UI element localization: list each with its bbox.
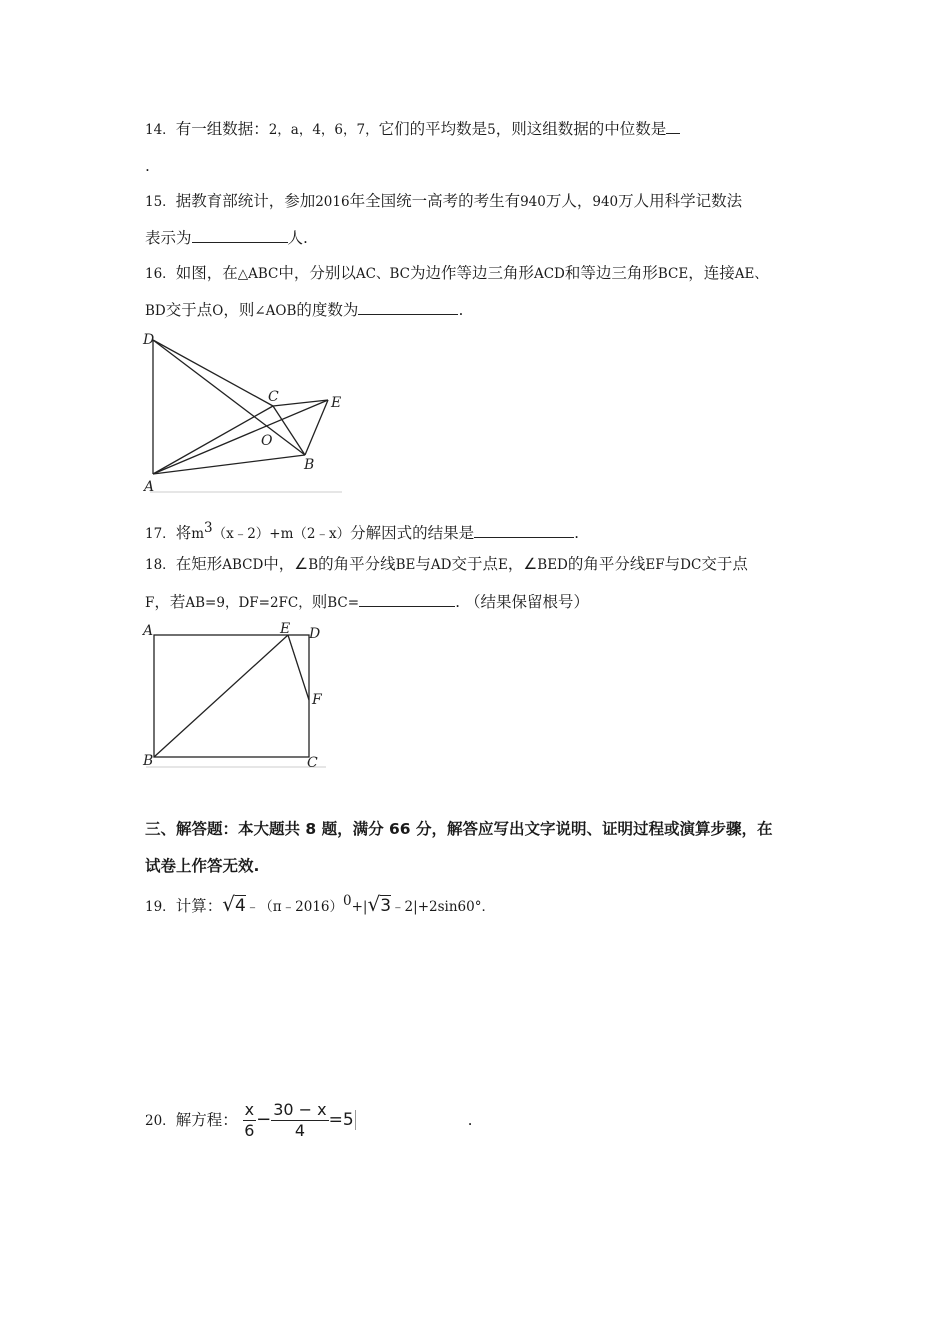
q18-e: E: [498, 557, 508, 573]
q18-text-c: 的角平分线: [318, 555, 396, 573]
q19-part-d: ﹣2|+2sin60°．: [391, 899, 495, 916]
sqrt-icon-2: √: [367, 892, 381, 917]
q16-segment-dc: [153, 340, 273, 406]
section-3-heading-line2: [145, 855, 259, 877]
q20-fraction-1: [243, 1100, 256, 1141]
q15-text-b: 年全国统一高考的考生有: [349, 192, 521, 210]
q15-number: 15．: [145, 194, 176, 210]
q14-end: [145, 155, 150, 177]
q18-label-f: F: [312, 692, 322, 708]
q20-equals: =5: [328, 1110, 354, 1130]
q16-label-d: D: [143, 332, 155, 348]
q20-end: .: [467, 1111, 473, 1129]
section-3-heading: [145, 818, 772, 840]
q15-text-d: 万人用科学记数法: [618, 192, 743, 210]
q14-text-a: 有一组数据：: [175, 120, 269, 138]
q17-text-b: 分解因式的结果是: [350, 524, 475, 543]
q20-text-a: 解方程：: [175, 1111, 238, 1129]
q18-ef: EF: [645, 557, 665, 573]
q18-text-g: 的角平分线: [567, 555, 646, 573]
q16-t2: BCE: [657, 266, 689, 282]
q18-text-f: ，∠: [507, 555, 538, 573]
q18-text-i: 交于点: [701, 555, 748, 573]
q16-text-b: 中，分别以: [278, 264, 356, 282]
q19-text-a: 计算：: [175, 897, 223, 916]
q16-text-c: 为边作等边三角形: [409, 264, 534, 282]
q18-dc: DC: [680, 557, 702, 573]
q19-radicand-2: 3: [380, 896, 392, 917]
q18-text-b: 中，∠: [263, 555, 309, 573]
q14-end-dot: .: [145, 157, 150, 175]
q16-pt: O: [212, 303, 224, 319]
question-19: [145, 890, 495, 918]
q18-text-a: 在矩形: [175, 555, 223, 573]
q18-end: .: [455, 593, 461, 611]
section-3-line1: 三、解答题：本大题共 8 题，满分 66 分，解答应写出文字说明、证明过程或演算步骤，在: [145, 820, 773, 838]
q14-text-c: ，则这组数据的中位数是: [495, 120, 667, 138]
question-16: [145, 262, 768, 285]
question-17: [145, 517, 579, 545]
q18-text-j: ，若: [154, 593, 186, 611]
q17-expr-b: （x﹣2）+m（2﹣x）: [212, 526, 351, 543]
q18-be: BE: [395, 557, 416, 573]
q15-year: 2016: [315, 194, 350, 210]
q20-f2-numerator: 30 − x: [273, 1100, 327, 1119]
q16-answer-blank[interactable]: [358, 298, 458, 315]
q15-count2: 940: [592, 194, 619, 210]
q20-minus: −: [256, 1109, 272, 1130]
q16-text-a: 如图，在: [175, 264, 238, 282]
q18-angle-b: B: [308, 557, 319, 573]
q17-text-a: 将: [175, 524, 192, 543]
q16-seg1: AE、: [734, 266, 768, 282]
q16-text-e: ，连接: [688, 264, 735, 282]
q18-text-k: 则: [311, 593, 328, 611]
q16-t1: ACD: [533, 266, 565, 282]
q18-bc: BC=: [327, 595, 360, 611]
question-16-line2: [145, 298, 463, 322]
q19-radicand-1: 4: [234, 896, 246, 917]
q14-number: 14．: [145, 122, 176, 138]
q16-text-g: ，则: [223, 301, 255, 319]
question-20: [145, 1098, 473, 1143]
q18-rect: ABCD: [222, 557, 264, 573]
q16-text-h: 的度数为: [296, 301, 359, 319]
q18-segment-be: [154, 635, 288, 757]
q16-figure: [140, 328, 350, 496]
q15-text-f: 人.: [287, 229, 308, 247]
q16-text-d: 和等边三角形: [564, 264, 658, 282]
q17-number: 17．: [145, 526, 176, 543]
q19-number: 19．: [145, 899, 176, 916]
q14-data: 2，a，4，6，7，: [268, 122, 379, 138]
q15-answer-blank[interactable]: [192, 226, 288, 243]
question-14: [145, 117, 680, 141]
q16-label-c: C: [268, 389, 279, 405]
q18-ad: AD: [430, 557, 452, 573]
q16-segment-db: [153, 340, 305, 455]
section-3-line2: 试卷上作答无效.: [145, 857, 260, 875]
q16-text-f: 交于点: [165, 301, 213, 319]
q14-text-b: 它们的平均数是: [378, 120, 488, 138]
q18-label-a: A: [143, 623, 154, 639]
q17-expr-a: m: [191, 526, 205, 543]
q18-label-c: C: [307, 755, 318, 770]
q17-answer-blank[interactable]: [474, 521, 574, 538]
q20-f2-denominator: 4: [294, 1121, 305, 1140]
q18-cond: AB=9，DF=2FC，: [185, 595, 312, 611]
sqrt-icon: √: [222, 892, 235, 917]
q18-f: F: [145, 595, 155, 611]
q16-label-e: E: [331, 395, 342, 411]
q15-count: 940: [520, 194, 546, 210]
q16-tri: △ABC: [237, 266, 279, 282]
q18-answer-blank[interactable]: [359, 590, 455, 607]
q16-segment-cb: [273, 406, 305, 455]
q16-label-b: B: [304, 457, 315, 473]
q16-end: .: [458, 301, 464, 319]
q19-zero-exponent: 0: [343, 893, 352, 909]
question-18-line2: [145, 590, 589, 614]
q15-text-c: 万人，: [545, 192, 593, 210]
q16-label-o: O: [261, 433, 273, 449]
q18-text-d: 与: [415, 555, 431, 573]
q16-segment-ac: [153, 406, 273, 474]
q20-f1-numerator: x: [244, 1100, 255, 1119]
q18-note: （结果保留根号）: [464, 593, 589, 611]
q18-number: 18．: [145, 557, 176, 573]
question-18: [145, 553, 748, 576]
q18-text-h: 与: [664, 555, 681, 573]
q15-text-a: 据教育部统计，参加: [175, 192, 316, 210]
q18-label-d: D: [309, 626, 321, 642]
q16-sides: AC、BC: [355, 266, 410, 282]
q18-text-e: 交于点: [451, 555, 499, 573]
q19-part-c: +|: [351, 899, 368, 916]
q20-fraction-2: [271, 1100, 328, 1141]
question-15: [145, 190, 742, 213]
q16-number: 16．: [145, 266, 176, 282]
q16-ang: ∠AOB: [254, 303, 297, 319]
q16-seg2: BD: [145, 303, 166, 319]
q18-bed: BED: [537, 557, 568, 573]
question-15-line2: [145, 226, 308, 249]
q14-answer-blank[interactable]: [666, 117, 680, 134]
q17-end: .: [574, 524, 580, 543]
q20-number: 20．: [145, 1113, 176, 1129]
q17-exponent: 3: [204, 520, 213, 536]
q15-text-e: 表示为: [145, 229, 192, 247]
q14-mean: 5: [487, 122, 496, 138]
q19-part-b: ﹣（π﹣2016）: [245, 899, 344, 916]
q16-label-a: A: [144, 479, 155, 495]
q20-f1-denominator: 6: [244, 1121, 255, 1140]
q18-label-b: B: [143, 753, 154, 769]
q18-segment-ef: [288, 635, 309, 700]
q18-label-e: E: [280, 621, 291, 637]
q18-rectangle-abcd: [154, 635, 309, 757]
q18-figure: [140, 620, 330, 770]
